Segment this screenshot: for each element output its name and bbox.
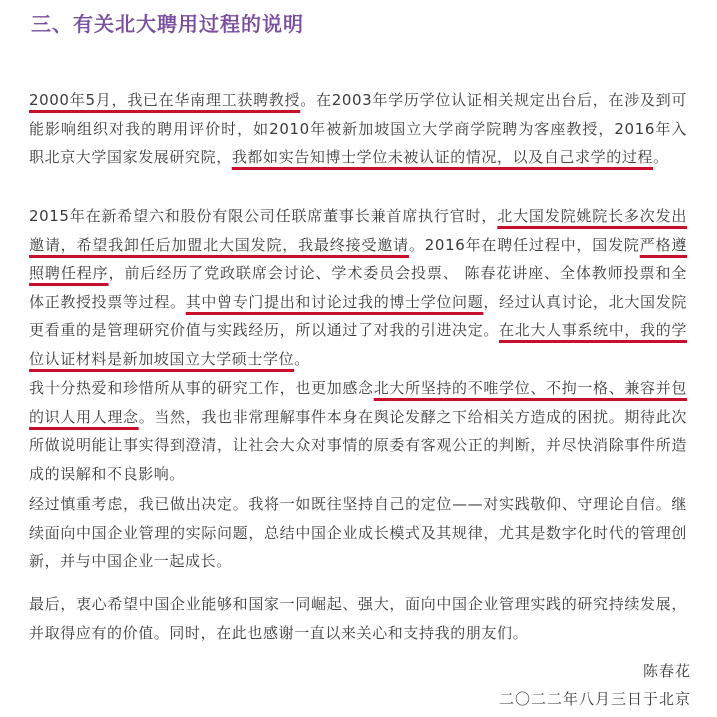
highlighted-text: 在北大人事系统中，我的学位认证材料是新加坡国立大学硕士学位 <box>29 321 687 368</box>
body-text: ，前后经历了党政联席会讨论、学术委员会投票、 陈春花讲座、全体教师投票和全体正教授投票等过程。 <box>29 264 687 311</box>
signature-date: 二〇二二年八月三日于北京 <box>498 690 691 708</box>
body-text: 。 <box>653 148 669 167</box>
body-text: 我十分热爱和珍惜所从事的研究工作，也更加感念 <box>29 379 374 397</box>
body-text: 。在2003年学历学位认证相关规定出台后，在涉及到可能影响组织对我的聘用评价时，如2010年被新加坡国立大学商学院聘为客座教授，2016年入职北京大学国家发展研究院， <box>29 91 687 167</box>
body-text: ，经过认真讨论，北大国发院更看重的是管理研究价值与实践经历，所以通过了对我的引进决定。 <box>29 292 687 340</box>
body-text: 。当然，我也非常理解事件本身在舆论发酵之下给相关方造成的困扰。期待此次所做说明能让事实得到澄清，让社会大众对事情的原委有客观公正的判断，并尽快消除事件所造成的误解和不良影响。 <box>29 407 687 483</box>
highlighted-text: 我都如实告知博士学位未被认证的情况，以及自己求学的过程 <box>231 148 654 167</box>
body-text: 。 <box>294 349 310 368</box>
highlighted-text: 北大国发院姚院长多次发出邀请，希望我卸任后加盟北大国发院，我最终接受邀请 <box>29 207 687 254</box>
body-text: 。2016年在聘任过程中，国发院 <box>408 235 640 254</box>
highlighted-text: 北大所坚持的不唯学位、不拘一格、兼容并包的识人用人理念 <box>29 379 687 426</box>
paragraph-4 <box>29 490 687 576</box>
paragraph-2 <box>29 202 687 374</box>
signature: 陈春花 <box>642 662 691 680</box>
paragraph-5 <box>29 590 687 647</box>
highlighted-text: 其中曾专门提出和讨论过我的博士学位问题 <box>185 292 484 311</box>
paragraph-3 <box>29 374 687 488</box>
paragraph-1 <box>29 86 687 172</box>
highlighted-text: 2000年5月，我已在华南理工获聘教授 <box>29 91 301 109</box>
body-text: 最后，衷心希望中国企业能够和国家一同崛起、强大，面向中国企业管理实践的研究持续发展，并取得应有的价值。同时，在此也感谢一直以来关心和支持我的朋友们。 <box>29 595 687 642</box>
section-heading: 三、有关北大聘用过程的说明 <box>31 12 304 36</box>
body-text: 经过慎重考虑，我已做出决定。我将一如既往坚持自己的定位——对实践敬仰、守理论自信。继续面向中国企业管理的实际问题，总结中国企业成长模式及其规律，尤其是数字化时代的管理创新，并与中国企业一起成长。 <box>29 495 687 571</box>
highlighted-text: 严格遵照聘任程序 <box>29 235 687 283</box>
body-text: 2015年在新希望六和股份有限公司任联席董事长兼首席执行官时， <box>29 207 498 225</box>
